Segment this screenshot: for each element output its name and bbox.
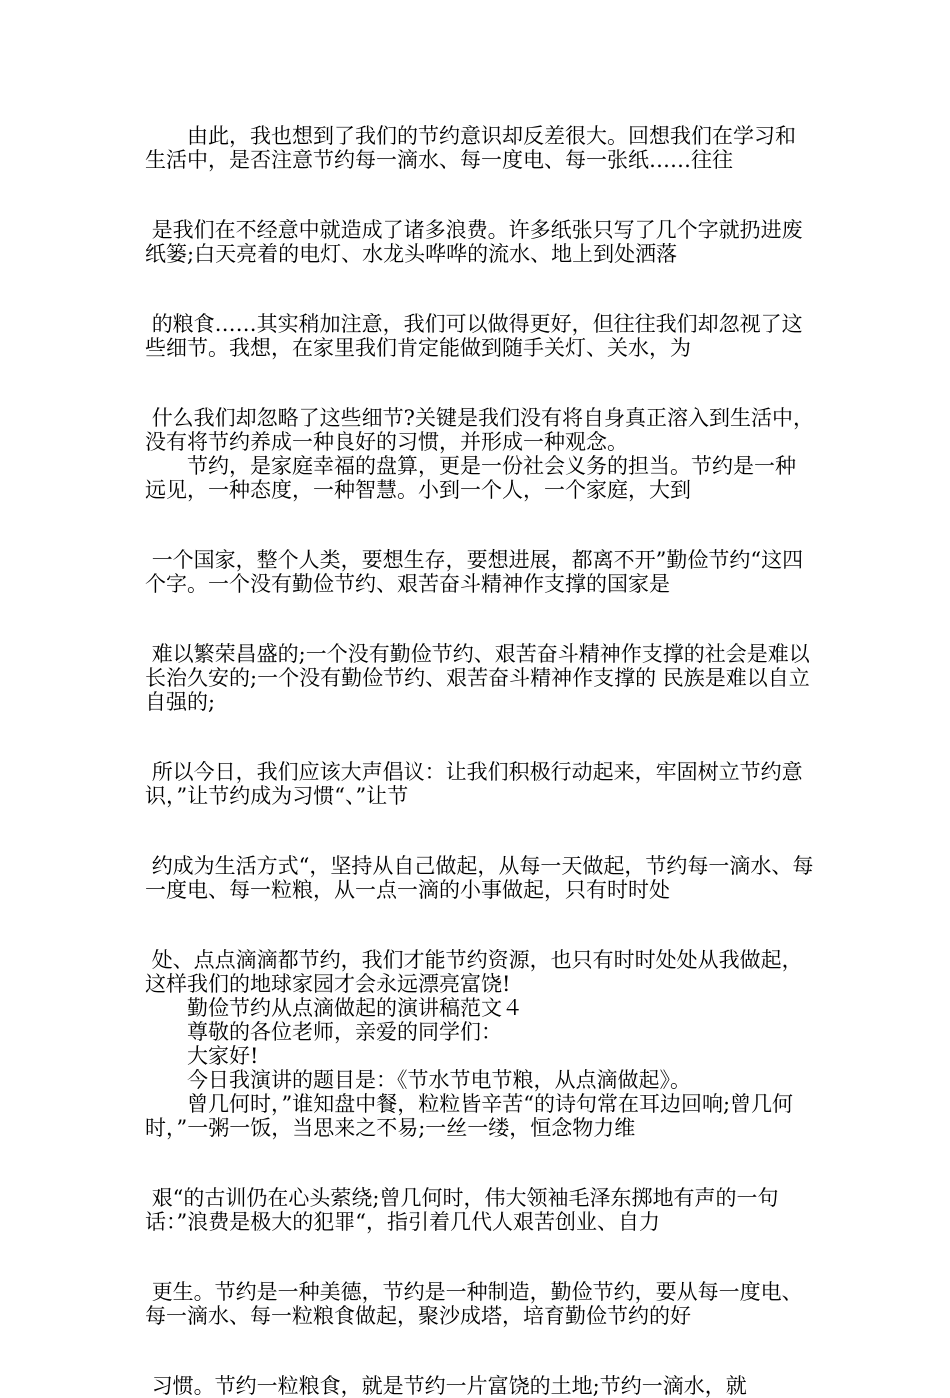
paragraph-gap xyxy=(145,1140,815,1186)
paragraph-gap xyxy=(145,596,815,642)
paragraph-text: 由此，我也想到了我们的节约意识却反差很大。回想我们在学习和生活中，是否注意节约每一滴水、每一度电、每一张纸……往往 xyxy=(145,124,796,172)
paragraph-gap xyxy=(145,266,815,312)
paragraph-text: 一个国家，整个人类，要想生存，要想进展，都离不开”勤俭节约“这四个字。一个没有勤俭节约、艰苦奋斗精神作支撑的国家是 xyxy=(145,548,804,596)
paragraph-text: 处、点点滴滴都节约，我们才能节约资源，也只有时时处处从我做起，这样我们的地球家园才会永远漂亮富饶! xyxy=(145,948,803,996)
paragraph-text: 更生。节约是一种美德，节约是一种制造，勤俭节约，要从每一度电、每一滴水、每一粒粮食做起，聚沙成塔，培育勤俭节约的好 xyxy=(145,1280,803,1328)
paragraph-text: 是我们在不经意中就造成了诸多浪费。许多纸张只写了几个字就扔进废纸篓;白天亮着的电灯、水龙头哗哗的流水、地上到处洒落 xyxy=(145,218,803,266)
paragraph-text: 曾几何时，”谁知盘中餐，粒粒皆辛苦“的诗句常在耳边回响;曾几何时，”一粥一饭，当思来之不易;一丝一缕，恒念物力维 xyxy=(145,1092,794,1140)
paragraph-text: 艰“的古训仍在心头萦绕;曾几何时，伟大领袖毛泽东掷地有声的一句话：”浪费是极大的犯罪“，指引着几代人艰苦创业、自力 xyxy=(145,1186,779,1234)
paragraph-text: 难以繁荣昌盛的;一个没有勤俭节约、艰苦奋斗精神作支撑的社会是难以长治久安的;一个没有勤俭节约、艰苦奋斗精神作支撑的 民族是难以自立自强的; xyxy=(145,642,810,714)
paragraph-text: 什么我们却忽略了这些细节?关键是我们没有将自身真正溶入到生活中，没有将节约养成一种良好的习惯，并形成一种观念。 xyxy=(145,406,814,454)
paragraph-text: 的粮食……其实稍加注意，我们可以做得更好，但往往我们却忽视了这些细节。我想，在家里我们肯定能做到随手关灯、关水，为 xyxy=(145,312,803,360)
paragraph-gap xyxy=(145,502,815,548)
paragraph-gap xyxy=(145,714,815,760)
paragraph-gap xyxy=(145,902,815,948)
section-heading: 勤俭节约从点滴做起的演讲稿范文４ xyxy=(145,996,523,1020)
greeting-text: 大家好! xyxy=(145,1044,259,1068)
paragraph-text: 约成为生活方式“，坚持从自己做起，从每一天做起，节约每一滴水、每一度电、每一粒粮，从一点一滴的小事做起，只有时时处 xyxy=(145,854,814,902)
paragraph-gap xyxy=(145,360,815,406)
paragraph-text: 今日我演讲的题目是：《节水节电节粮，从点滴做起》。 xyxy=(145,1068,691,1092)
paragraph-text: 习惯。节约一粒粮食，就是节约一片富饶的土地;节约一滴水，就 xyxy=(145,1374,747,1398)
paragraph-text: 所以今日，我们应该大声倡议：让我们积极行动起来，牢固树立节约意识，”让节约成为习惯“、”让节 xyxy=(145,760,803,808)
paragraph-gap xyxy=(145,1328,815,1374)
paragraph-gap xyxy=(145,172,815,218)
document-body xyxy=(145,124,815,1398)
paragraph-text: 节约，是家庭幸福的盘算，更是一份社会义务的担当。节约是一种远见，一种态度，一种智慧。小到一个人，一个家庭，大到 xyxy=(145,454,796,502)
paragraph-gap xyxy=(145,1234,815,1280)
salutation-text: 尊敬的各位老师，亲爱的同学们： xyxy=(145,1020,502,1044)
paragraph-gap xyxy=(145,808,815,854)
